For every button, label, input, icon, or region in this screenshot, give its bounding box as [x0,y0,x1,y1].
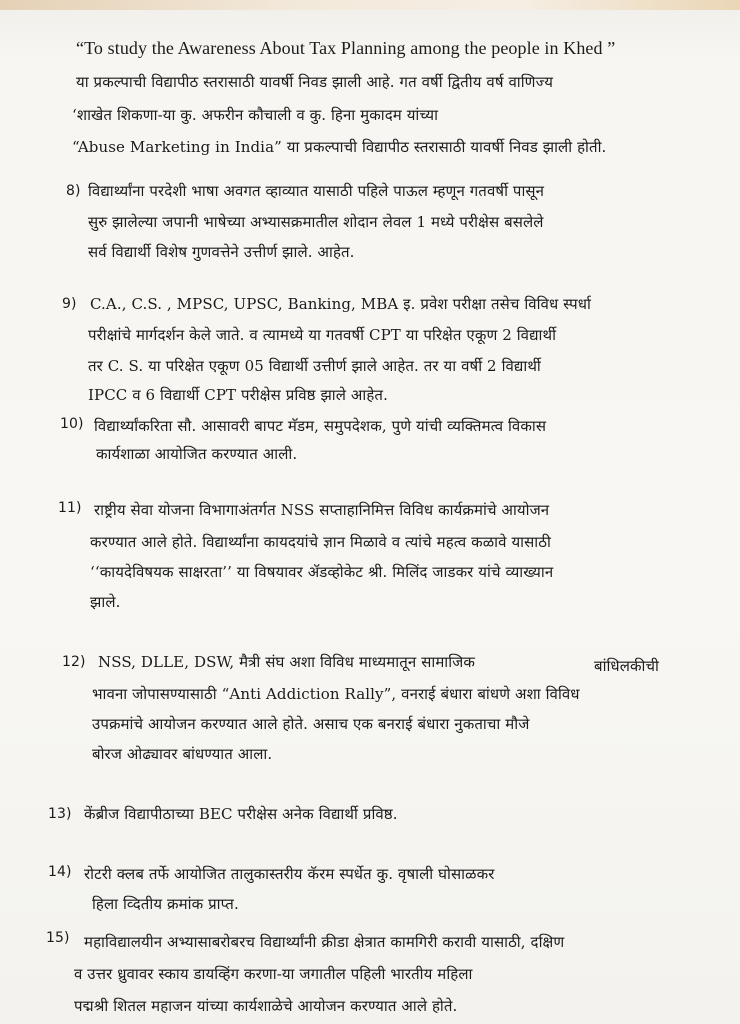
item-11-line-1: राष्ट्रीय सेवा योजना विभागाअंतर्गत NSS सप्ताहानिमित्त विविध कार्यक्रमांचे आयोजन [94,501,550,519]
item-12-line-1b: बांधिलकीची [594,657,660,675]
item-10-line-2: कार्यशाळा आयोजित करण्यात आली. [96,445,298,463]
item-10-number: 10) [60,416,84,432]
item-12-line-4: बोरज ओढ्यावर बांधण्यात आला. [92,745,273,763]
item-11-line-2: करण्यात आले होते. विद्यार्थ्यांना कायदयांचे ज्ञान मिळावे व त्यांचे महत्व कळावे यासाठी [90,533,551,551]
intro-line-3: ‘शाखेत शिकणा-या कु. अफरीन कौचाली व कु. हिना मुकादम यांच्या [72,106,439,124]
intro-line-4: “Abuse Marketing in India” या प्रकल्पाची विद्यापीठ स्तरासाठी यावर्षी निवड झाली होती. [72,138,607,156]
item-9-line-4: IPCC व 6 विद्यार्थी CPT परीक्षेस प्रविष्ठ झाले आहेत. [88,386,388,404]
item-9-line-3: तर C. S. या परिक्षेत एकूण 05 विद्यार्थी उत्तीर्ण झाले आहेत. तर या वर्षी 2 विद्यार्थी [88,357,541,375]
page-top-edge [0,0,740,10]
item-13-line-1: केंब्रीज विद्यापीठाच्या BEC परीक्षेस अनेक विद्यार्थी प्रविष्ठ. [84,805,398,823]
item-13-number: 13) [48,806,72,822]
item-14-number: 14) [48,864,72,880]
item-8-line-2: सुरु झालेल्या जपानी भाषेच्या अभ्यासक्रमातील शोदान लेवल 1 मध्ये परीक्षेस बसलेले [88,213,544,231]
item-11-line-3: ‘‘कायदेविषयक साक्षरता’’ या विषयावर ॲडव्होकेट श्री. मिलिंद जाडकर यांचे व्याख्यान [90,563,554,581]
item-15-number: 15) [46,930,70,946]
item-11-number: 11) [58,500,82,516]
item-8-number: 8) [66,183,81,199]
intro-line-2: या प्रकल्पाची विद्यापीठ स्तरासाठी यावर्षी निवड झाली आहे. गत वर्षी द्वितीय वर्ष वाणिज्य [76,73,554,91]
item-12-line-2: भावना जोपासण्यासाठी “Anti Addiction Rally”, वनराई बंधारा बांधणे अशा विविध [92,685,580,703]
item-14-line-1: रोटरी क्लब तर्फे आयोजित तालुकास्तरीय कॅरम स्पर्धेत कु. वृषाली घोसाळकर [84,865,495,883]
item-15-line-1: महाविद्यालयीन अभ्यासाबरोबरच विद्यार्थ्यांनी क्रीडा क्षेत्रात कामगिरी करावी यासाठी, दक्षिण [84,933,565,951]
item-14-line-2: हिला व्दितीय क्रमांक प्राप्त. [92,895,239,913]
item-12-line-1a: NSS, DLLE, DSW, मैत्री संघ अशा विविध माध्यमातून सामाजिक [98,653,476,671]
item-10-line-1: विद्यार्थ्यांकरिता सौ. आसावरी बापट मॅडम, समुपदेशक, पुणे यांची व्यक्तिमत्व विकास [94,417,547,435]
item-9-number: 9) [62,296,77,312]
intro-line-1: “To study the Awareness About Tax Planning among the people in Khed ” [76,38,616,58]
item-15-line-2: व उत्तर ध्रुवावर स्काय डायव्हिंग करणा-या जगातील पहिली भारतीय महिला [74,965,473,983]
item-8-line-3: सर्व विद्यार्थी विशेष गुणवत्तेने उत्तीर्ण झाले. आहेत. [88,243,355,261]
item-8-line-1: विद्यार्थ्यांना परदेशी भाषा अवगत व्हाव्यात यासाठी पहिले पाऊल म्हणून गतवर्षी पासून [88,182,545,200]
item-9-line-2: परीक्षांचे मार्गदर्शन केले जाते. व त्यामध्ये या गतवर्षी CPT या परिक्षेत एकूण 2 विद्यार्थी [88,326,557,344]
item-9-line-1: C.A., C.S. , MPSC, UPSC, Banking, MBA इ. प्रवेश परीक्षा तसेच विविध स्पर्धा [90,295,591,313]
item-15-line-3: पद्मश्री शितल महाजन यांच्या कार्यशाळेचे आयोजन करण्यात आले होते. [74,997,458,1015]
item-12-line-3: उपक्रमांचे आयोजन करण्यात आले होते. असाच एक बनराई बंधारा नुकताचा मौजे [92,715,530,733]
item-12-number: 12) [62,654,86,670]
item-11-line-4: झाले. [90,593,121,611]
